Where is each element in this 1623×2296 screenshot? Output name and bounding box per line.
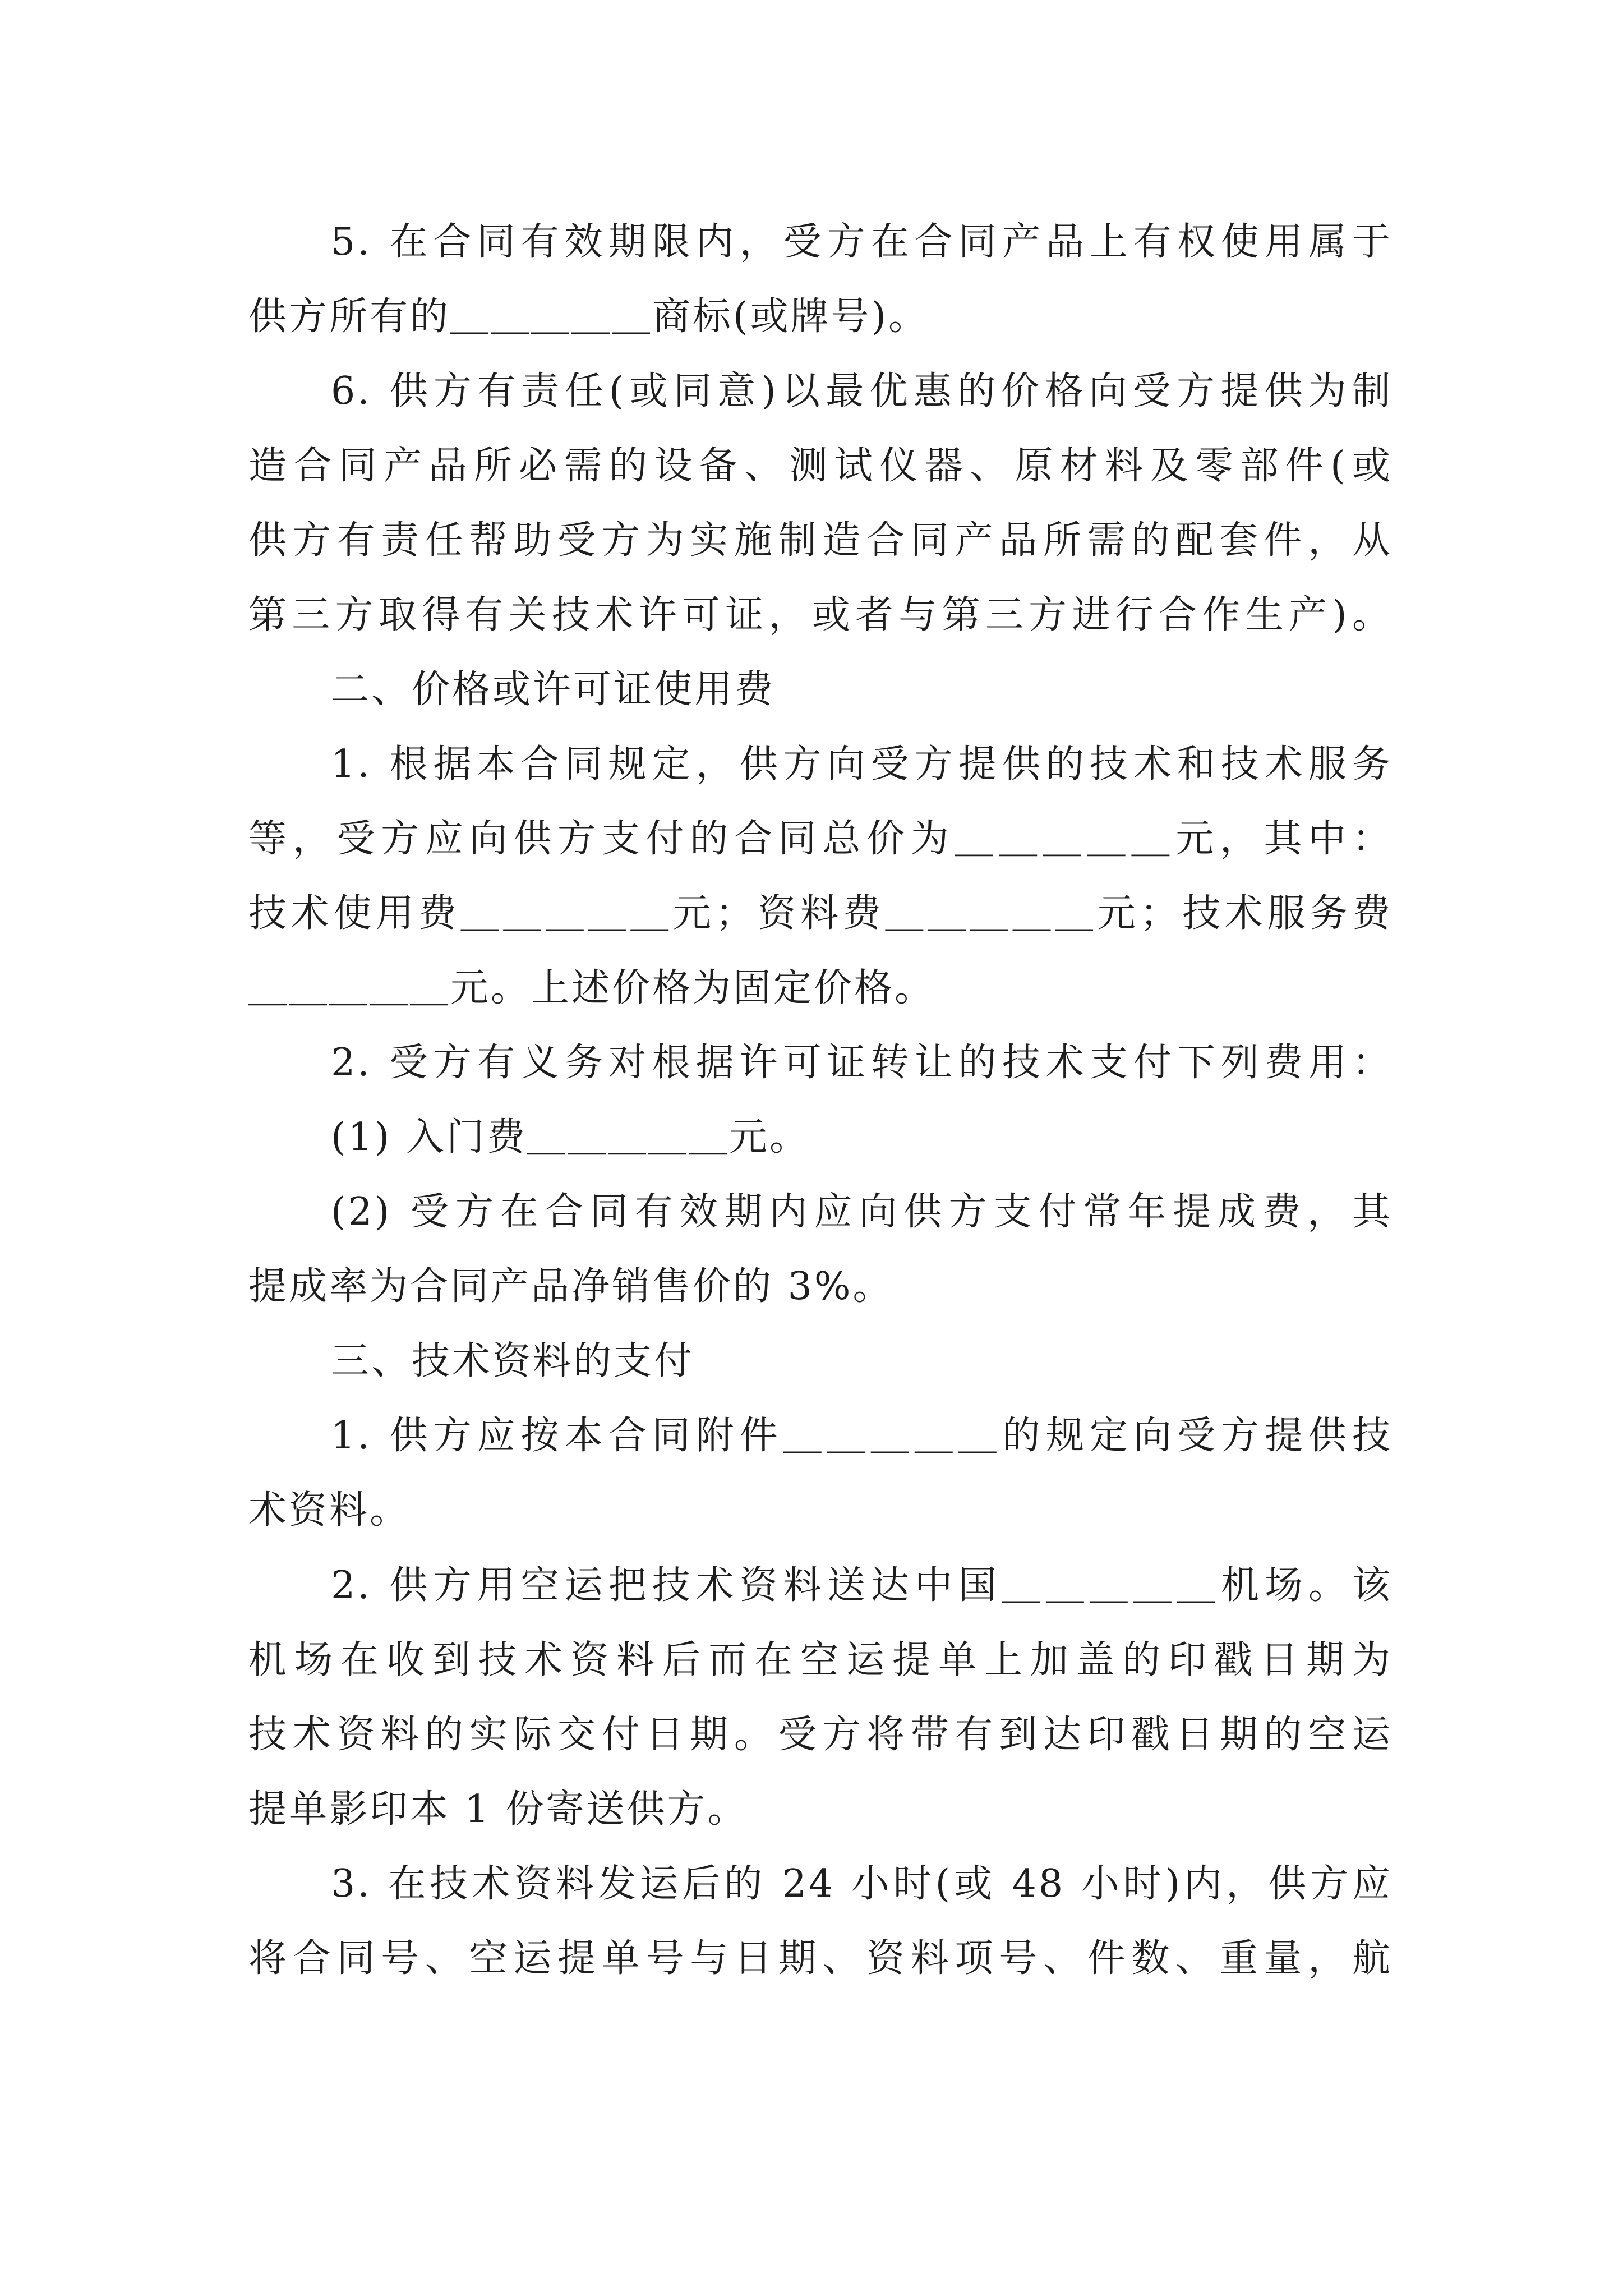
text-line-13: (1) 入门费＿＿＿＿＿元。	[331, 1115, 810, 1159]
text-line-11: ＿＿＿＿＿元。上述价格为固定价格。	[248, 966, 935, 1010]
text-line-10: 技术使用费＿＿＿＿＿元；资料费＿＿＿＿＿元；技术服务费	[248, 891, 1393, 936]
text-line-12: 2. 受方有义务对根据许可证转让的技术支付下列费用：	[331, 1041, 1393, 1085]
text-line-22: 提单影印本 1 份寄送供方。	[248, 1787, 748, 1832]
text-line-18: 术资料。	[248, 1488, 411, 1533]
text-line-24: 将合同号、空运提单号与日期、资料项号、件数、重量，航	[248, 1936, 1393, 1981]
text-line-15: 提成率为合同产品净销售价的 3%。	[248, 1264, 893, 1309]
text-line-2: 供方所有的＿＿＿＿＿商标(或牌号)。	[248, 295, 929, 339]
text-line-3: 6. 供方有责任(或同意)以最优惠的价格向受方提供为制	[331, 369, 1393, 413]
text-line-4: 造合同产品所必需的设备、测试仪器、原材料及零部件(或	[248, 444, 1393, 488]
text-line-5: 供方有责任帮助受方为实施制造合同产品所需的配套件，从	[248, 518, 1393, 563]
text-line-17: 1. 供方应按本合同附件＿＿＿＿＿的规定向受方提供技	[331, 1414, 1393, 1458]
section-heading-2: 二、价格或许可证使用费	[331, 668, 776, 712]
text-line-19: 2. 供方用空运把技术资料送达中国＿＿＿＿＿机场。该	[331, 1563, 1393, 1608]
text-line-21: 技术资料的实际交付日期。受方将带有到达印戳日期的空运	[248, 1713, 1393, 1757]
text-line-1: 5. 在合同有效期限内，受方在合同产品上有权使用属于	[331, 220, 1393, 264]
text-line-20: 机场在收到技术资料后而在空运提单上加盖的印戳日期为	[248, 1638, 1393, 1682]
text-line-9: 等，受方应向供方支付的合同总价为＿＿＿＿＿元，其中：	[248, 817, 1393, 861]
text-line-23: 3. 在技术资料发运后的 24 小时(或 48 小时)内，供方应	[331, 1862, 1393, 1906]
section-heading-3: 三、技术资料的支付	[331, 1339, 695, 1383]
text-line-14: (2) 受方在合同有效期内应向供方支付常年提成费，其	[331, 1190, 1393, 1234]
text-line-8: 1. 根据本合同规定，供方向受方提供的技术和技术服务	[331, 742, 1393, 786]
text-line-6: 第三方取得有关技术许可证，或者与第三方进行合作生产)。	[248, 593, 1393, 637]
